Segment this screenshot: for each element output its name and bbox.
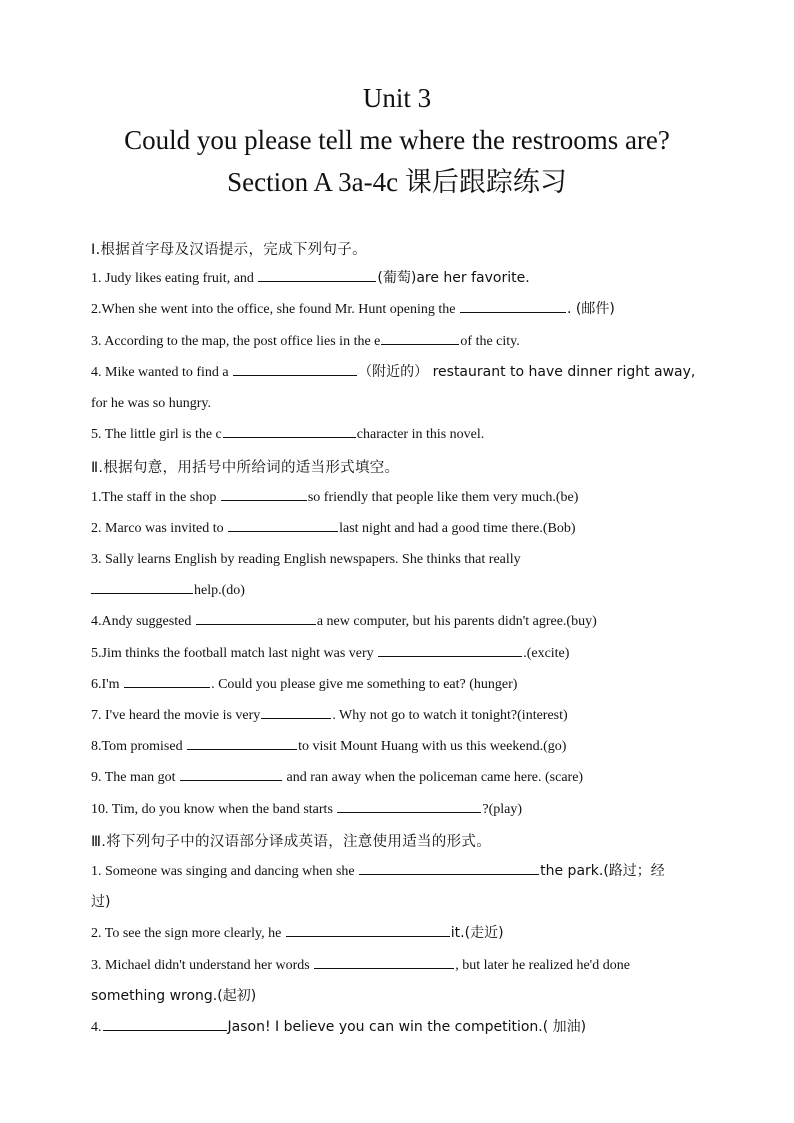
question-text: something wrong.(起初) (91, 988, 257, 1004)
question-2-4 (91, 606, 703, 637)
question-2-3 (91, 544, 703, 575)
answer-blank[interactable] (103, 1016, 227, 1031)
question-text: 5.Jim thinks the football match last night was very (91, 646, 378, 661)
question-1-2 (91, 294, 703, 325)
question-text: character in this novel. (356, 427, 485, 442)
answer-blank[interactable] (233, 361, 357, 376)
answer-blank[interactable] (314, 954, 454, 969)
answer-blank[interactable] (124, 673, 210, 688)
answer-blank[interactable] (180, 766, 282, 781)
question-text: 6.I'm (91, 677, 124, 692)
question-text: 5. The little girl is the c (91, 427, 222, 442)
question-1-1 (91, 263, 703, 294)
question-text: 4. (91, 1020, 102, 1035)
question-2-7 (91, 700, 703, 731)
title-question: Could you please tell me where the restrooms are? (124, 125, 670, 155)
question-text: 1. Judy likes eating fruit, and (91, 271, 258, 286)
question-3-3-cont (91, 981, 703, 1012)
answer-blank[interactable] (359, 860, 539, 875)
question-text: 1. Someone was singing and dancing when she (91, 864, 359, 879)
question-2-2 (91, 513, 703, 544)
question-text: of the city. (460, 334, 520, 349)
question-2-10 (91, 794, 703, 825)
question-3-1-cont (91, 887, 703, 918)
question-text: 1.The staff in the shop (91, 490, 220, 505)
question-text: to visit Mount Huang with us this weekend.(go) (298, 739, 567, 754)
question-text: 8.Tom promised (91, 739, 187, 754)
question-text: 4. Mike wanted to find a (91, 365, 233, 380)
answer-blank[interactable] (337, 798, 481, 813)
question-1-3 (91, 326, 703, 357)
question-text: 2.When she went into the office, she found Mr. Hunt opening the (91, 302, 459, 317)
question-text: help.(do) (194, 583, 245, 598)
question-text: Jason! I believe you can win the competition.( 加油) (227, 1019, 587, 1035)
question-3-2 (91, 918, 703, 949)
question-text: the park.(路过；经 (540, 863, 665, 879)
answer-blank[interactable] (460, 298, 566, 313)
section-heading-3: Ⅲ.将下列句子中的汉语部分译成英语，注意使用适当的形式。 (91, 834, 492, 850)
question-2-9 (91, 762, 703, 793)
question-text: 2. Marco was invited to (91, 521, 228, 536)
answer-blank[interactable] (196, 610, 316, 625)
answer-blank[interactable] (91, 579, 193, 594)
title-unit: Unit 3 (362, 83, 432, 113)
question-text: (葡萄)are her favorite. (377, 270, 530, 286)
answer-blank[interactable] (381, 330, 459, 345)
question-text: it.(走近) (450, 925, 504, 941)
question-text: . Why not go to watch it tonight?(interest) (332, 708, 568, 723)
title-section: Section A 3a-4c 课后跟踪练习 (227, 167, 567, 197)
question-text: for he was so hungry. (91, 396, 212, 411)
question-2-3-cont (91, 575, 703, 606)
question-text: last night and had a good time there.(Bob) (339, 521, 576, 536)
question-text: . (邮件) (566, 301, 615, 317)
question-2-1 (91, 482, 703, 513)
question-text: and ran away when the policeman came here. (scare) (283, 770, 584, 785)
question-3-4 (91, 1012, 703, 1043)
question-text: （附近的） restaurant to have dinner right away, (358, 364, 696, 380)
question-1-5 (91, 419, 703, 450)
section-heading-1: Ⅰ.根据首字母及汉语提示，完成下列句子。 (91, 242, 367, 258)
section-heading-2: Ⅱ.根据句意，用括号中所给词的适当形式填空。 (91, 460, 400, 476)
question-text: so friendly that people like them very much.(be) (307, 490, 579, 505)
question-text: . Could you please give me something to eat? (hunger) (211, 677, 518, 692)
question-text: 过) (91, 894, 111, 910)
answer-blank[interactable] (286, 922, 450, 937)
question-text: .(excite) (523, 646, 570, 661)
answer-blank[interactable] (221, 486, 307, 501)
answer-blank[interactable] (228, 517, 338, 532)
answer-blank[interactable] (261, 704, 331, 719)
answer-blank[interactable] (187, 735, 297, 750)
question-text: 2. To see the sign more clearly, he (91, 926, 285, 941)
question-3-3 (91, 950, 703, 981)
question-1-4 (91, 357, 703, 388)
question-2-8 (91, 731, 703, 762)
question-2-5 (91, 638, 703, 669)
question-text: ?(play) (482, 802, 523, 817)
question-text: 4.Andy suggested (91, 614, 195, 629)
question-1-4-cont (91, 388, 703, 419)
answer-blank[interactable] (223, 423, 356, 438)
question-text: 9. The man got (91, 770, 180, 785)
question-text: 7. I've heard the movie is very (91, 708, 261, 723)
question-text: 3. Sally learns English by reading English newspapers. She thinks that really (91, 552, 521, 567)
answer-blank[interactable] (378, 642, 522, 657)
question-text: 10. Tim, do you know when the band starts (91, 802, 337, 817)
question-text: a new computer, but his parents didn't agree.(buy) (316, 614, 597, 629)
question-text: 3. According to the map, the post office lies in the e (91, 334, 381, 349)
question-text: 3. Michael didn't understand her words (91, 958, 314, 973)
question-text: , but later he realized he'd done (455, 958, 630, 973)
question-2-6 (91, 669, 703, 700)
question-3-1 (91, 856, 703, 887)
answer-blank[interactable] (258, 267, 376, 282)
